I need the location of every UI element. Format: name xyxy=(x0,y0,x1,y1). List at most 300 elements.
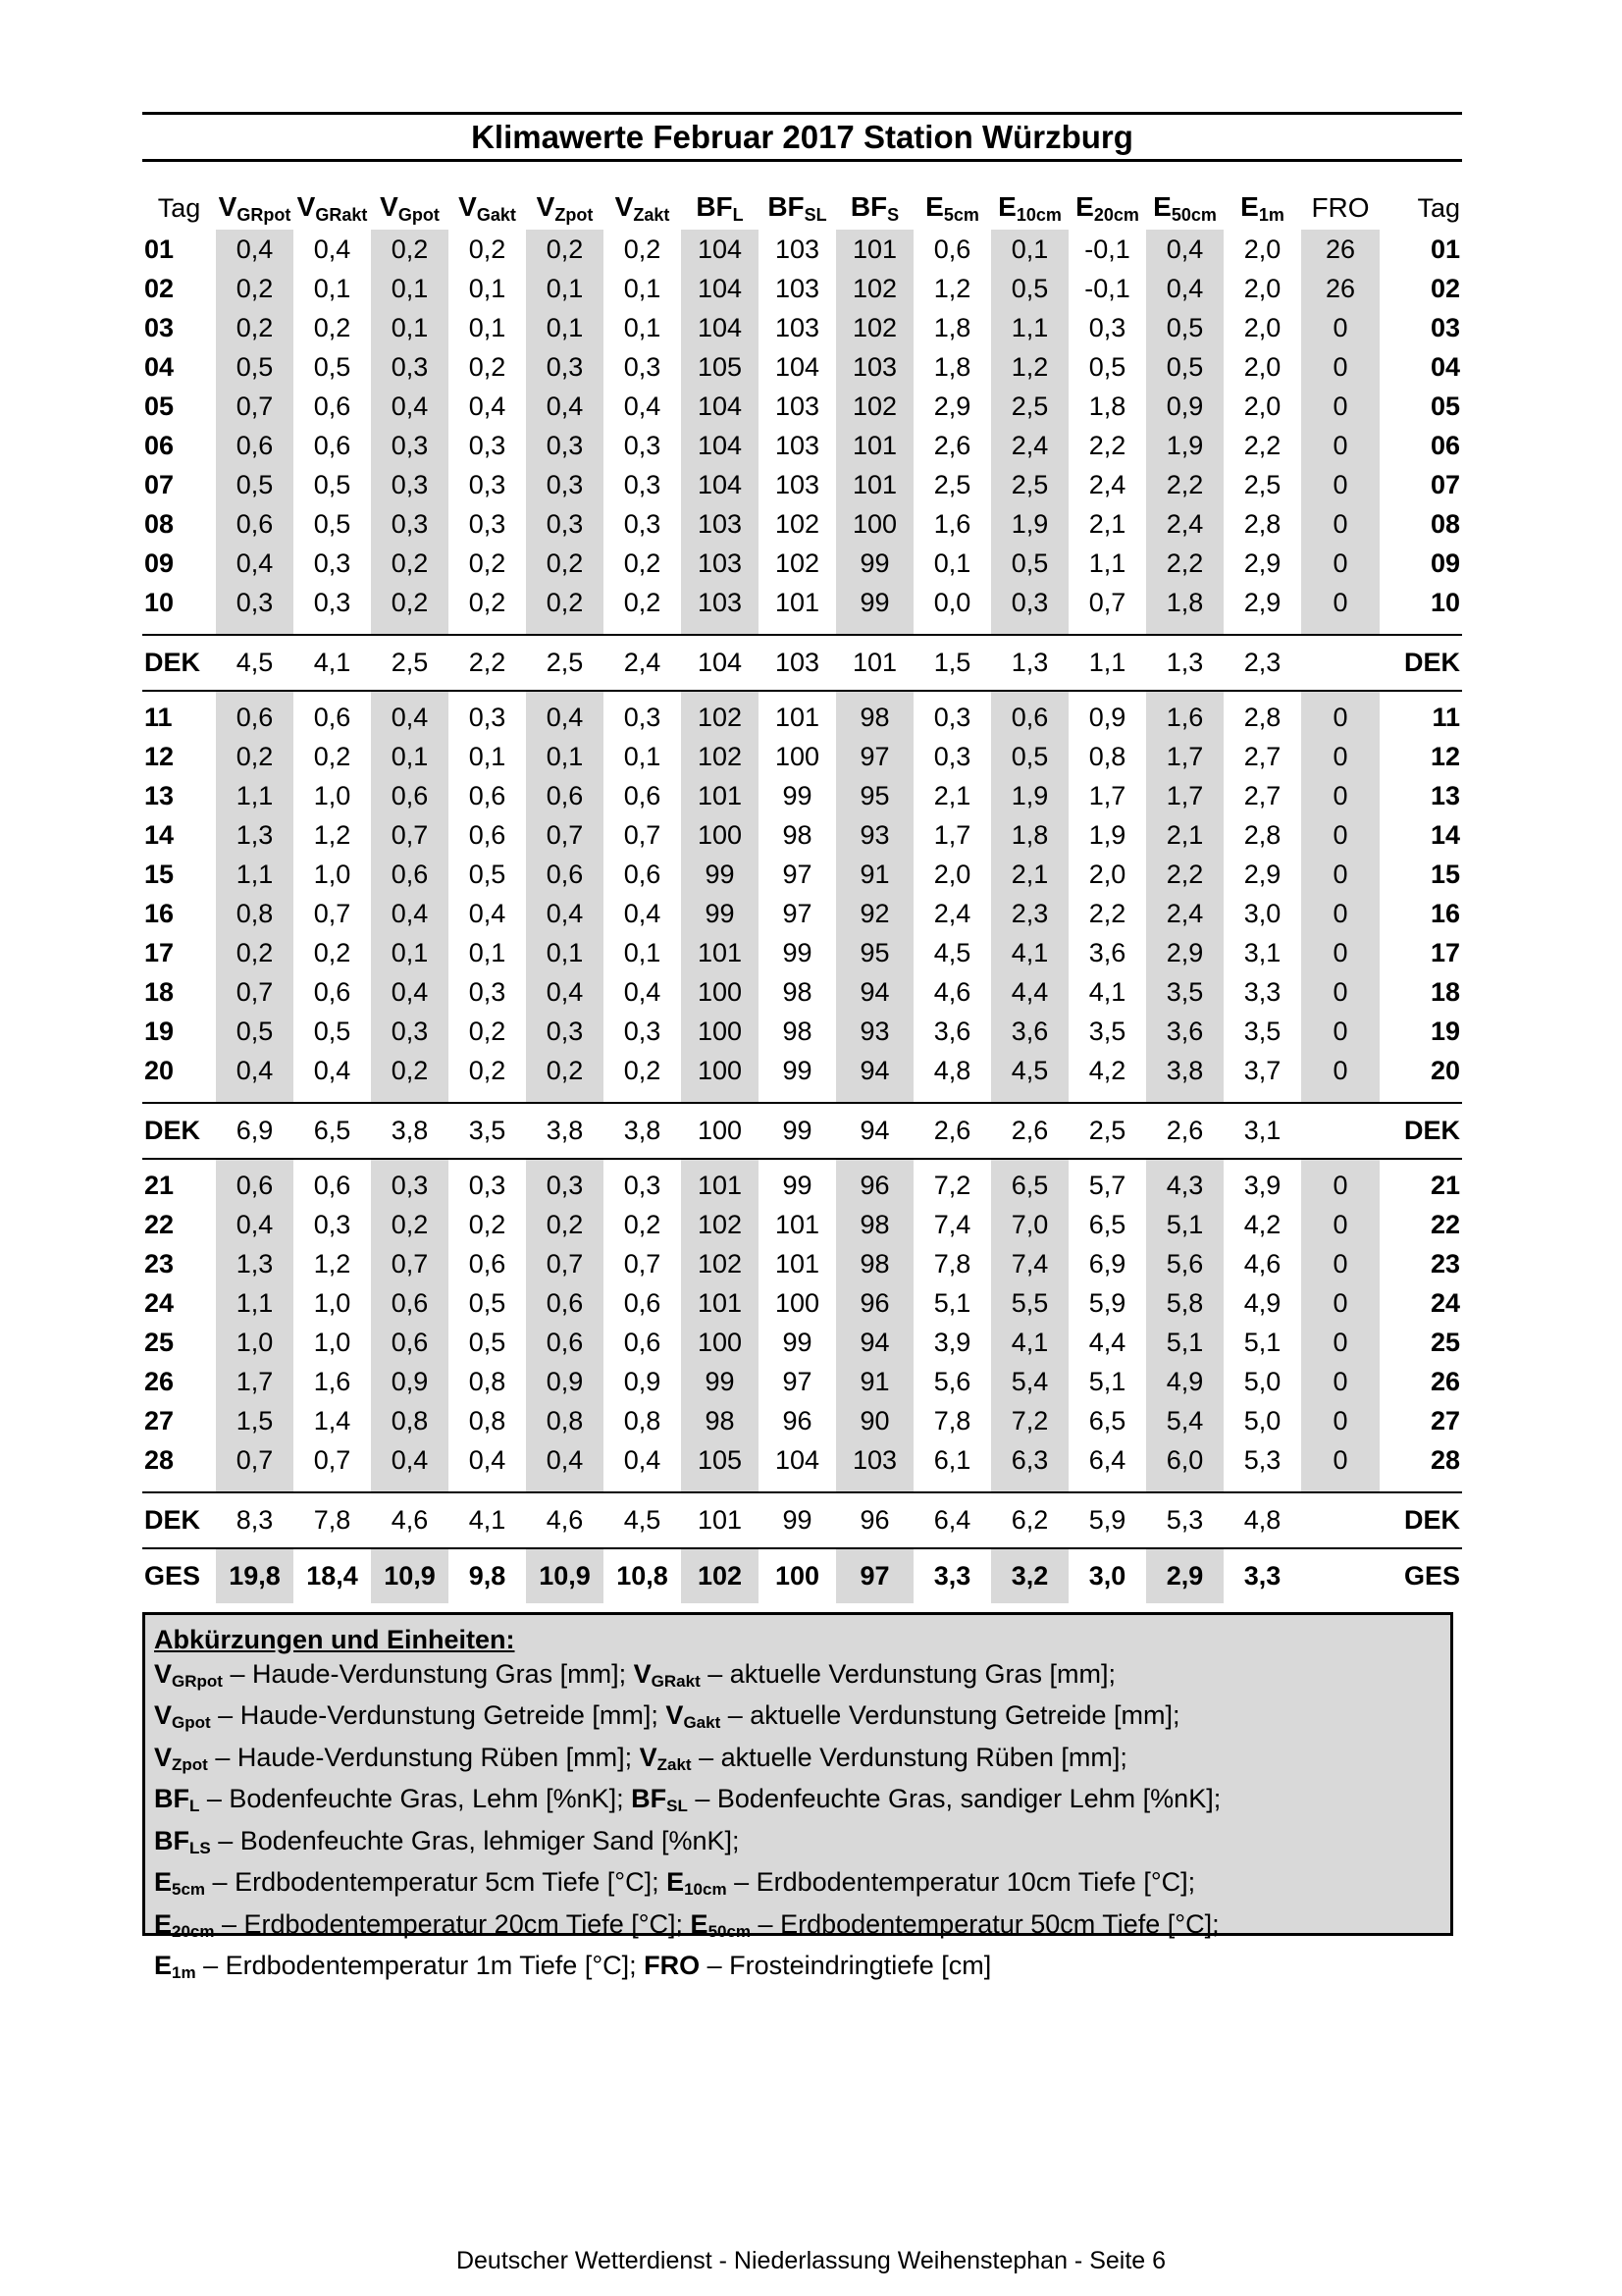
value-cell: 5,1 xyxy=(933,1287,971,1318)
header-col-11 xyxy=(1069,186,1146,230)
header-col-sub: SL xyxy=(804,204,827,225)
value-cell: 94 xyxy=(836,972,914,1012)
table-row xyxy=(142,347,1462,387)
value-cell: 0,7 xyxy=(623,819,661,850)
value-cell: 0,4 xyxy=(371,972,448,1012)
value-cell: 0,7 xyxy=(313,1444,351,1475)
table-row xyxy=(142,387,1462,426)
value-cell: 4,6 xyxy=(933,976,971,1007)
value-cell: 101 xyxy=(774,587,820,617)
dek-row-value: 4,6 xyxy=(526,1492,603,1548)
row-tag-right: 15 xyxy=(1430,859,1460,889)
separator-cell xyxy=(142,1159,216,1166)
value-cell: 0,7 xyxy=(526,1244,603,1283)
value-cell: 0,6 xyxy=(623,1287,661,1318)
header-col-8 xyxy=(836,186,914,230)
header-col-base: V xyxy=(296,190,316,222)
value-cell: 1,0 xyxy=(313,780,351,810)
value-cell: 0,3 xyxy=(468,508,506,539)
value-cell: 101 xyxy=(681,776,759,815)
value-cell: 2,9 xyxy=(1243,548,1282,578)
header-col-sub: GRpot xyxy=(236,204,291,225)
value-cell: 0,1 xyxy=(468,741,506,771)
row-tag-right: 19 xyxy=(1430,1016,1460,1046)
value-cell: 0,2 xyxy=(468,351,506,382)
value-cell: 99 xyxy=(782,1170,812,1200)
ges-row-value: 10,9 xyxy=(371,1548,448,1603)
value-cell: 0,4 xyxy=(623,1444,661,1475)
legend-desc: – Erdbodentemperatur 10cm Tiefe [°C]; xyxy=(726,1867,1196,1897)
header-col-base: BF xyxy=(767,190,805,222)
dek-row-value: 4,5 xyxy=(216,635,293,691)
value-cell: 0,4 xyxy=(371,1440,448,1480)
dek-row-value: 104 xyxy=(681,635,759,691)
table-row xyxy=(142,1362,1462,1401)
value-cell: 100 xyxy=(681,815,759,855)
legend-desc: – Haude-Verdunstung Getreide [mm]; xyxy=(210,1700,666,1730)
value-cell: 0,2 xyxy=(526,230,603,269)
value-cell: 0,5 xyxy=(991,544,1069,583)
row-tag: 11 xyxy=(144,702,173,732)
value-cell: 100 xyxy=(681,1323,759,1362)
header-col-3 xyxy=(448,186,526,230)
value-cell: 0,5 xyxy=(216,1012,293,1051)
legend-abbr xyxy=(634,1659,701,1689)
block-separator xyxy=(142,691,1462,698)
table-row xyxy=(142,972,1462,1012)
value-cell: 4,4 xyxy=(991,972,1069,1012)
dek-row-value: 100 xyxy=(681,1103,759,1159)
value-cell: 0,2 xyxy=(371,1051,448,1090)
value-cell: 5,7 xyxy=(1088,1170,1126,1200)
dek-row-label: DEK xyxy=(1380,1103,1462,1159)
value-cell: 1,7 xyxy=(1146,737,1224,776)
legend-desc: – Haude-Verdunstung Gras [mm]; xyxy=(222,1658,634,1689)
row-tag: 10 xyxy=(144,587,175,617)
separator-cell xyxy=(759,1159,836,1166)
dek-row-value: 6,9 xyxy=(216,1103,293,1159)
legend-abbr-sub: 20cm xyxy=(172,1921,215,1941)
row-tag-right: 21 xyxy=(1430,1170,1460,1200)
value-cell: 0,6 xyxy=(371,855,448,894)
value-cell: 3,6 xyxy=(1088,937,1126,967)
spacer-cell xyxy=(1301,1480,1380,1492)
dek-row-value: 103 xyxy=(759,635,836,691)
value-cell: 5,0 xyxy=(1243,1405,1282,1435)
value-cell: 100 xyxy=(774,1287,820,1318)
value-cell: 104 xyxy=(681,230,759,269)
value-cell: 0,3 xyxy=(623,469,661,499)
row-tag: 28 xyxy=(144,1444,175,1475)
value-cell: 98 xyxy=(782,819,812,850)
value-cell: 99 xyxy=(836,583,914,622)
spacer-cell xyxy=(1224,1090,1301,1103)
table-row xyxy=(142,776,1462,815)
value-cell: 103 xyxy=(774,469,820,499)
value-cell: 0,1 xyxy=(991,230,1069,269)
value-cell: 0,3 xyxy=(623,508,661,539)
dek-row-value: 2,6 xyxy=(991,1103,1069,1159)
row-tag-right: 08 xyxy=(1430,508,1460,539)
fro-cell: 0 xyxy=(1301,426,1380,465)
value-cell: 0,3 xyxy=(313,587,351,617)
table-row xyxy=(142,308,1462,347)
value-cell: 3,3 xyxy=(1243,976,1282,1007)
value-cell: 1,5 xyxy=(216,1401,293,1440)
spacer-cell xyxy=(759,622,836,635)
dek-row-value: 4,8 xyxy=(1224,1492,1301,1548)
value-cell: 99 xyxy=(681,894,759,933)
value-cell: -0,1 xyxy=(1084,234,1130,264)
value-cell: 0,8 xyxy=(526,1401,603,1440)
value-cell: 96 xyxy=(782,1405,812,1435)
value-cell: 102 xyxy=(774,508,820,539)
value-cell: 3,8 xyxy=(1146,1051,1224,1090)
value-cell: 0,4 xyxy=(216,1051,293,1090)
dek-row-label: DEK xyxy=(142,1103,216,1159)
value-cell: 4,2 xyxy=(1243,1209,1282,1239)
value-cell: 97 xyxy=(782,859,812,889)
legend-abbr-base: V xyxy=(665,1700,684,1730)
value-cell: 0,2 xyxy=(468,1016,506,1046)
value-cell: 90 xyxy=(836,1401,914,1440)
value-cell: 102 xyxy=(681,1205,759,1244)
value-cell: 101 xyxy=(681,1283,759,1323)
row-tag: 05 xyxy=(144,391,175,421)
value-cell: 0,5 xyxy=(1146,308,1224,347)
header-col-sub: Zakt xyxy=(633,204,670,225)
value-cell: 103 xyxy=(836,347,914,387)
legend-abbr-sub: GRpot xyxy=(172,1671,223,1691)
value-cell: 3,1 xyxy=(1243,937,1282,967)
table-row xyxy=(142,1323,1462,1362)
value-cell: 0,1 xyxy=(468,273,506,303)
value-cell: 0,2 xyxy=(526,583,603,622)
legend-desc: – aktuelle Verdunstung Gras [mm]; xyxy=(700,1658,1116,1689)
table-row xyxy=(142,1283,1462,1323)
value-cell: 5,9 xyxy=(1088,1287,1126,1318)
spacer-cell xyxy=(1380,1480,1462,1492)
value-cell: 0,3 xyxy=(623,1170,661,1200)
ges-row-value: 100 xyxy=(774,1561,820,1591)
header-col-9 xyxy=(914,186,991,230)
legend-lines xyxy=(154,1657,1441,1991)
value-cell: 3,9 xyxy=(933,1327,971,1357)
row-tag: 08 xyxy=(144,508,175,539)
separator-cell xyxy=(526,691,603,698)
header-col-0 xyxy=(216,186,293,230)
value-cell: 1,7 xyxy=(216,1362,293,1401)
dek-row-value xyxy=(1301,635,1380,691)
value-cell: 2,4 xyxy=(933,898,971,928)
value-cell: 1,8 xyxy=(933,351,971,382)
value-cell: 7,2 xyxy=(933,1170,971,1200)
value-cell: 6,9 xyxy=(1088,1248,1126,1278)
separator-cell xyxy=(1069,691,1146,698)
fro-cell: 0 xyxy=(1301,933,1380,972)
value-cell: 0,2 xyxy=(623,1055,661,1085)
header-col-sub: 10cm xyxy=(1016,204,1062,225)
ges-row-label: GES xyxy=(144,1561,201,1591)
legend-abbr-base: V xyxy=(633,1658,652,1689)
dek-row-value: 2,4 xyxy=(603,635,681,691)
row-tag: 25 xyxy=(144,1327,175,1357)
dek-row-value: 2,5 xyxy=(526,635,603,691)
value-cell: 0,6 xyxy=(623,859,661,889)
spacer-cell xyxy=(603,1090,681,1103)
value-cell: 4,1 xyxy=(1088,976,1126,1007)
dek-row-value: 1,1 xyxy=(1069,635,1146,691)
fro-cell: 0 xyxy=(1301,972,1380,1012)
value-cell: 0,8 xyxy=(468,1405,506,1435)
value-cell: 2,0 xyxy=(1243,351,1282,382)
table-row xyxy=(142,1166,1462,1205)
table-row xyxy=(142,269,1462,308)
value-cell: 1,8 xyxy=(933,312,971,342)
legend-box xyxy=(142,1612,1453,1982)
value-cell: 0,8 xyxy=(468,1366,506,1396)
climate-table xyxy=(142,186,1462,1603)
value-cell: 0,4 xyxy=(313,1055,351,1085)
dek-row-value: 6,5 xyxy=(293,1103,371,1159)
value-cell: 97 xyxy=(782,898,812,928)
value-cell: 0,2 xyxy=(371,583,448,622)
value-cell: 2,2 xyxy=(1146,855,1224,894)
value-cell: 99 xyxy=(836,544,914,583)
dek-row-value: 2,5 xyxy=(1069,1103,1146,1159)
legend-abbr-sub: SL xyxy=(666,1797,688,1815)
legend-abbr xyxy=(154,1826,211,1855)
value-cell: 0,1 xyxy=(371,933,448,972)
value-cell: 2,2 xyxy=(1088,430,1126,460)
dek-row-value: 2,6 xyxy=(914,1103,991,1159)
value-cell: 0,2 xyxy=(623,234,661,264)
value-cell: 0,6 xyxy=(468,780,506,810)
legend-abbr-base: E xyxy=(154,1908,173,1939)
value-cell: 0,4 xyxy=(623,976,661,1007)
table-row xyxy=(142,1440,1462,1480)
fro-cell: 0 xyxy=(1301,1440,1380,1480)
value-cell: 0,1 xyxy=(933,548,971,578)
row-tag: 20 xyxy=(144,1055,175,1085)
value-cell: 0,2 xyxy=(371,230,448,269)
value-cell: 3,5 xyxy=(1243,1016,1282,1046)
legend-abbr-sub: Zakt xyxy=(656,1754,692,1774)
spacer-cell xyxy=(914,1480,991,1492)
value-cell: 0,1 xyxy=(526,737,603,776)
ges-row xyxy=(142,1548,1462,1603)
dek-row-label: DEK xyxy=(142,1492,216,1548)
fro-cell: 0 xyxy=(1301,1362,1380,1401)
separator-cell xyxy=(1301,691,1380,698)
value-cell: 104 xyxy=(681,387,759,426)
value-cell: 0,3 xyxy=(216,583,293,622)
dek-row-label: DEK xyxy=(142,635,216,691)
legend-abbr xyxy=(154,1743,208,1772)
value-cell: 5,8 xyxy=(1146,1283,1224,1323)
value-cell: 98 xyxy=(836,1205,914,1244)
value-cell: 4,5 xyxy=(991,1051,1069,1090)
value-cell: 1,3 xyxy=(216,815,293,855)
value-cell: 0,2 xyxy=(313,312,351,342)
dek-row-value: 3,5 xyxy=(448,1103,526,1159)
separator-cell xyxy=(681,1159,759,1166)
value-cell: 2,5 xyxy=(991,387,1069,426)
value-cell: 97 xyxy=(782,1366,812,1396)
row-tag-right: 13 xyxy=(1430,780,1460,810)
value-cell: 105 xyxy=(681,347,759,387)
dek-row-label: DEK xyxy=(1380,1492,1462,1548)
value-cell: 1,0 xyxy=(216,1323,293,1362)
fro-cell: 0 xyxy=(1301,698,1380,737)
value-cell: 7,2 xyxy=(991,1401,1069,1440)
value-cell: 7,8 xyxy=(933,1405,971,1435)
value-cell: 1,1 xyxy=(216,776,293,815)
row-tag: 24 xyxy=(144,1287,175,1318)
value-cell: 102 xyxy=(774,548,820,578)
value-cell: 6,5 xyxy=(1088,1209,1126,1239)
value-cell: 0,2 xyxy=(623,587,661,617)
fro-cell: 26 xyxy=(1301,269,1380,308)
row-tag-right: 16 xyxy=(1430,898,1460,928)
table-row xyxy=(142,894,1462,933)
value-cell: 0,4 xyxy=(526,1440,603,1480)
value-cell: 2,8 xyxy=(1243,702,1282,732)
value-cell: 0,1 xyxy=(313,273,351,303)
ges-row-value: 9,8 xyxy=(468,1561,506,1591)
value-cell: 99 xyxy=(782,1327,812,1357)
value-cell: 0,4 xyxy=(623,898,661,928)
value-cell: 0,4 xyxy=(216,544,293,583)
value-cell: 6,0 xyxy=(1146,1440,1224,1480)
value-cell: 5,4 xyxy=(1146,1401,1224,1440)
legend-desc: – Frosteindringtiefe [cm] xyxy=(700,1951,992,1980)
value-cell: 0,4 xyxy=(526,894,603,933)
value-cell: 1,2 xyxy=(313,1248,351,1278)
fro-cell: 0 xyxy=(1301,1323,1380,1362)
row-tag-right: 10 xyxy=(1430,587,1460,617)
value-cell: 3,6 xyxy=(991,1012,1069,1051)
dek-row-value: 3,1 xyxy=(1224,1103,1301,1159)
row-tag: 19 xyxy=(144,1016,175,1046)
separator-cell xyxy=(1380,1159,1462,1166)
row-tag: 22 xyxy=(144,1209,175,1239)
value-cell: 2,4 xyxy=(1088,469,1126,499)
legend-abbr xyxy=(631,1784,688,1813)
table-row xyxy=(142,544,1462,583)
value-cell: 0,3 xyxy=(371,347,448,387)
separator-cell xyxy=(216,691,293,698)
header-col-13 xyxy=(1224,186,1301,230)
value-cell: 101 xyxy=(836,465,914,504)
value-cell: 0,4 xyxy=(216,230,293,269)
fro-cell: 0 xyxy=(1301,1244,1380,1283)
value-cell: 103 xyxy=(774,312,820,342)
value-cell: 101 xyxy=(681,933,759,972)
value-cell: 102 xyxy=(836,308,914,347)
spacer-cell xyxy=(836,622,914,635)
value-cell: 0,3 xyxy=(468,469,506,499)
value-cell: 0,2 xyxy=(216,933,293,972)
value-cell: 0,3 xyxy=(526,426,603,465)
dek-row-value: 8,3 xyxy=(216,1492,293,1548)
value-cell: 0,6 xyxy=(526,1283,603,1323)
header-col-sub: 20cm xyxy=(1093,204,1139,225)
dek-row-value: 4,5 xyxy=(603,1492,681,1548)
value-cell: 1,9 xyxy=(991,504,1069,544)
value-cell: 0,5 xyxy=(991,269,1069,308)
value-cell: 0,3 xyxy=(371,1166,448,1205)
spacer-cell xyxy=(1069,1090,1146,1103)
value-cell: 0,2 xyxy=(526,1205,603,1244)
dek-row-value: 6,4 xyxy=(914,1492,991,1548)
dek-row-value: 1,3 xyxy=(991,635,1069,691)
spacer-cell xyxy=(836,1090,914,1103)
legend-abbr-base: V xyxy=(154,1742,173,1772)
spacer-cell xyxy=(681,1480,759,1492)
legend-abbr xyxy=(154,1659,223,1689)
header-col-base: V xyxy=(458,190,477,222)
spacer-cell xyxy=(1146,1090,1224,1103)
value-cell: 4,1 xyxy=(991,933,1069,972)
value-cell: 95 xyxy=(836,933,914,972)
legend-abbr-sub: GRakt xyxy=(651,1671,701,1691)
value-cell: 0,1 xyxy=(468,937,506,967)
spacer-cell xyxy=(681,622,759,635)
legend-abbr-sub: 50cm xyxy=(707,1921,752,1941)
header-fro: FRO xyxy=(1311,192,1370,223)
value-cell: 2,9 xyxy=(933,391,971,421)
header-col-sub: 5cm xyxy=(943,204,979,225)
value-cell: 93 xyxy=(836,1012,914,1051)
dek-row-value: 4,1 xyxy=(448,1492,526,1548)
header-col-7 xyxy=(759,186,836,230)
spacer-cell xyxy=(759,1090,836,1103)
value-cell: 0,4 xyxy=(526,387,603,426)
value-cell: 1,8 xyxy=(1088,391,1126,421)
header-col-10 xyxy=(991,186,1069,230)
value-cell: 1,7 xyxy=(1146,776,1224,815)
value-cell: 94 xyxy=(836,1051,914,1090)
legend-desc: – aktuelle Verdunstung Rüben [mm]; xyxy=(691,1742,1127,1772)
value-cell: 1,8 xyxy=(991,815,1069,855)
value-cell: 2,0 xyxy=(933,859,971,889)
value-cell: 0,2 xyxy=(468,548,506,578)
value-cell: 4,5 xyxy=(933,937,971,967)
spacer-cell xyxy=(914,1090,991,1103)
value-cell: 6,5 xyxy=(1088,1405,1126,1435)
separator-cell xyxy=(526,1159,603,1166)
separator-cell xyxy=(448,1159,526,1166)
header-col-12 xyxy=(1146,186,1224,230)
spacer-cell xyxy=(991,1090,1069,1103)
dek-row-value: 96 xyxy=(836,1492,914,1548)
spacer-cell xyxy=(1069,1480,1146,1492)
row-tag-right: 11 xyxy=(1432,702,1460,732)
table-row xyxy=(142,933,1462,972)
value-cell: 91 xyxy=(836,855,914,894)
row-tag-right: 12 xyxy=(1430,741,1460,771)
separator-cell xyxy=(991,691,1069,698)
value-cell: 1,4 xyxy=(313,1405,351,1435)
value-cell: 0,3 xyxy=(933,741,971,771)
value-cell: 1,1 xyxy=(991,308,1069,347)
value-cell: 0,3 xyxy=(371,504,448,544)
value-cell: 2,9 xyxy=(1243,859,1282,889)
spacer-cell xyxy=(603,1480,681,1492)
row-tag: 12 xyxy=(144,741,175,771)
value-cell: 103 xyxy=(774,430,820,460)
